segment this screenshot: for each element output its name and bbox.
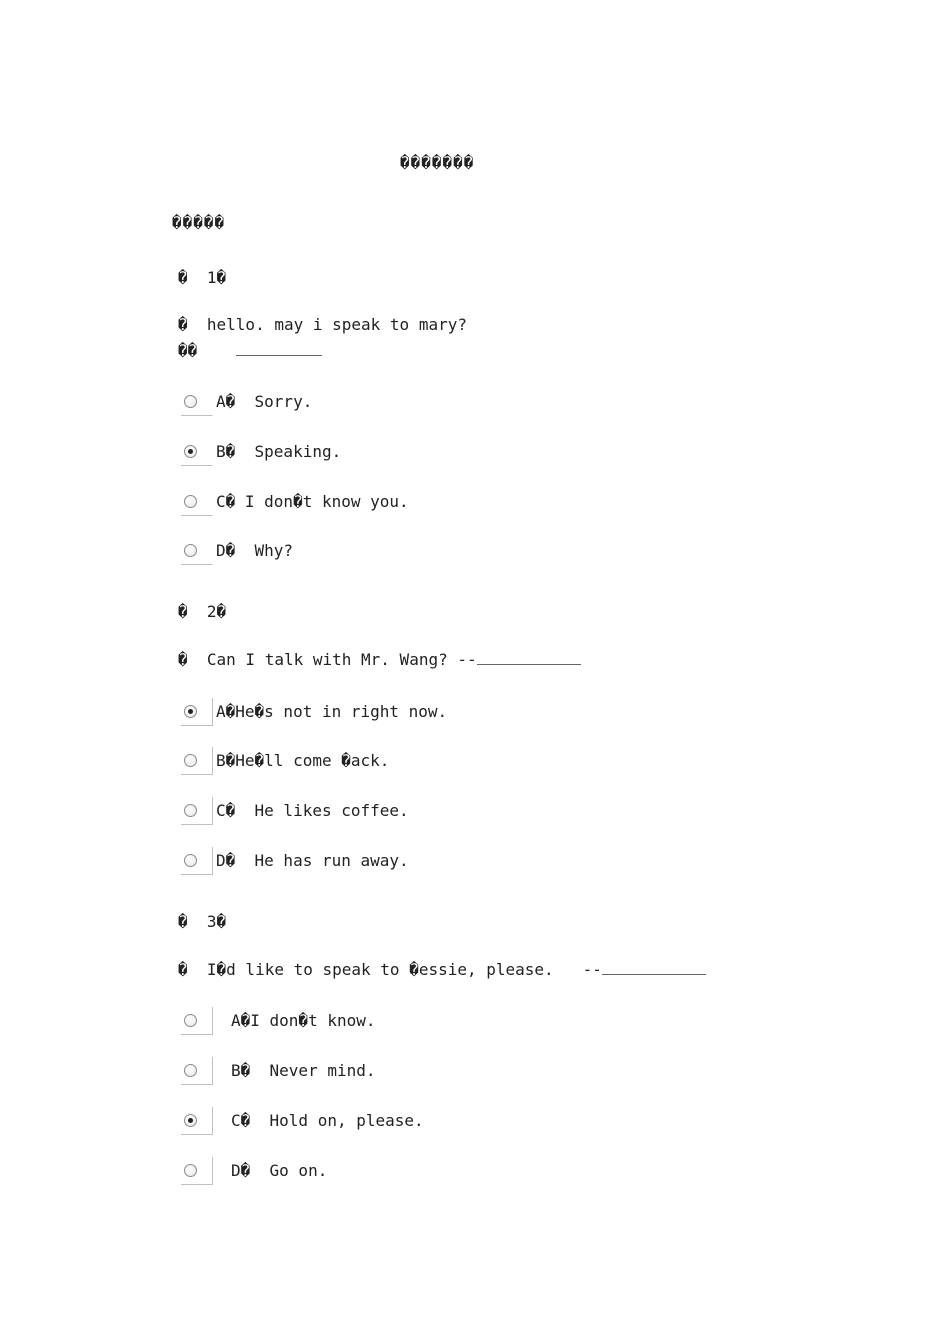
question-1-option-b[interactable]: [181, 437, 341, 467]
question-3-number: � 3�: [178, 912, 227, 931]
question-2-option-d[interactable]: [181, 846, 409, 876]
page-title: �������: [400, 153, 475, 172]
radio-button[interactable]: [184, 804, 197, 817]
answer-blank: [236, 341, 322, 356]
question-2-number: � 2�: [178, 602, 227, 621]
radio-button[interactable]: [184, 854, 197, 867]
radio-button[interactable]: [184, 544, 197, 557]
radio-button[interactable]: [184, 495, 197, 508]
option-label: B�He�ll come �ack.: [216, 751, 390, 770]
option-label: D� He has run away.: [216, 851, 409, 870]
radio-button[interactable]: [184, 705, 197, 718]
question-3-option-a[interactable]: [181, 1006, 376, 1036]
answer-blank: [602, 960, 706, 975]
question-2-option-c[interactable]: [181, 796, 409, 826]
question-3-option-c[interactable]: [181, 1106, 424, 1136]
question-1-option-a[interactable]: [181, 387, 312, 417]
radio-button[interactable]: [184, 1014, 197, 1027]
question-3-stem: � I�d like to speak to �essie, please. --: [178, 960, 706, 980]
option-label: A�I don�t know.: [231, 1011, 376, 1030]
option-label: C� Hold on, please.: [231, 1111, 424, 1130]
question-3-option-b[interactable]: [181, 1056, 376, 1086]
option-label: D� Why?: [216, 541, 294, 560]
question-2-option-a[interactable]: [181, 697, 447, 727]
option-label: D� Go on.: [231, 1161, 328, 1180]
radio-button[interactable]: [184, 1114, 197, 1127]
option-label: B� Never mind.: [231, 1061, 376, 1080]
question-1-option-c[interactable]: [181, 487, 409, 517]
question-3-option-d[interactable]: [181, 1156, 327, 1186]
option-label: C� He likes coffee.: [216, 801, 409, 820]
option-label: A� Sorry.: [216, 392, 313, 411]
question-2-stem: � Can I talk with Mr. Wang? --: [178, 650, 581, 670]
question-1-stem-line2: ��: [178, 341, 322, 361]
radio-button[interactable]: [184, 1164, 197, 1177]
option-label: C� I don�t know you.: [216, 492, 409, 511]
answer-blank: [477, 650, 581, 665]
question-1-option-d[interactable]: [181, 536, 293, 566]
radio-button[interactable]: [184, 395, 197, 408]
option-label: A�He�s not in right now.: [216, 702, 448, 721]
radio-button[interactable]: [184, 1064, 197, 1077]
option-label: B� Speaking.: [216, 442, 342, 461]
question-1-stem: � hello. may i speak to mary?: [178, 315, 467, 334]
section-heading: �����: [172, 213, 226, 232]
radio-button[interactable]: [184, 445, 197, 458]
question-1-number: � 1�: [178, 268, 227, 287]
radio-button[interactable]: [184, 754, 197, 767]
question-2-option-b[interactable]: [181, 746, 389, 776]
